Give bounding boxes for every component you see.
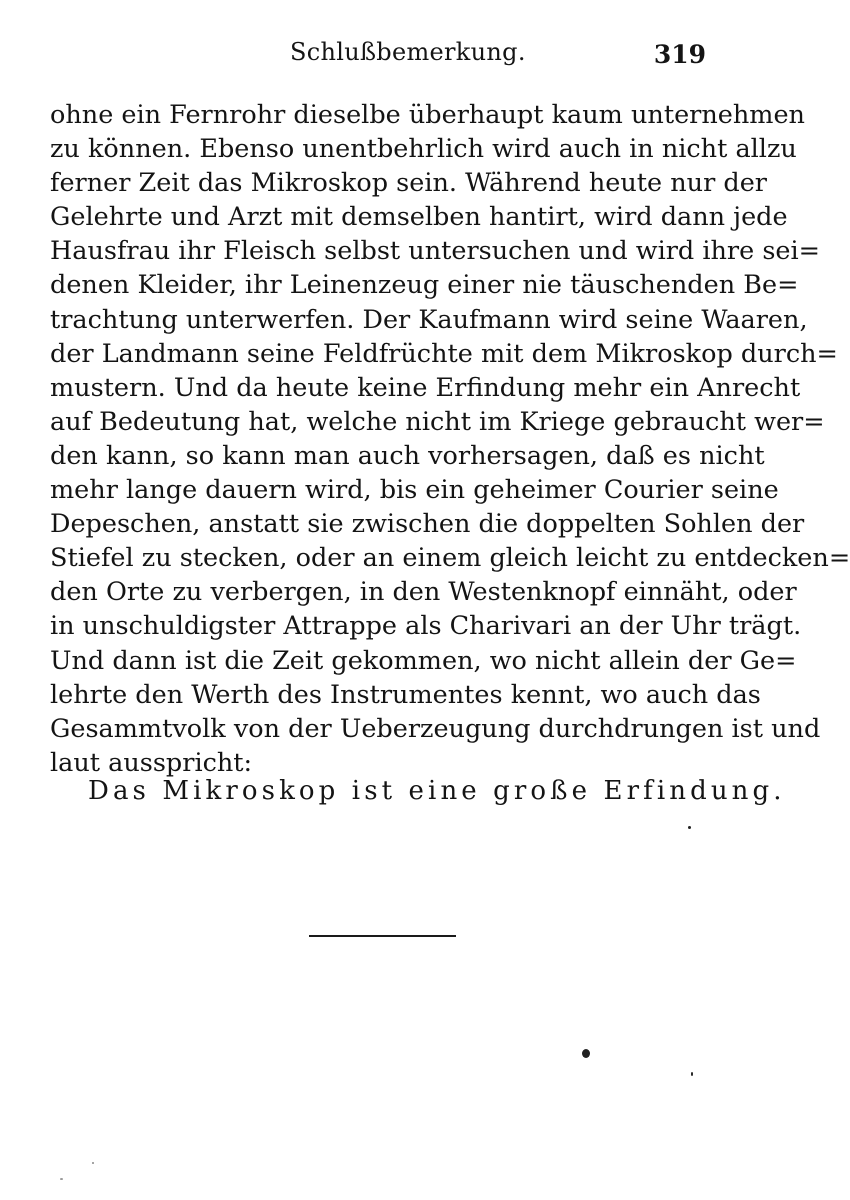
text-line: auf Bedeutung hat, welche nicht im Kriege gebraucht wer= (50, 406, 825, 437)
end-of-chapter-rule (309, 935, 456, 937)
text-line: in unschuldigster Attrappe als Charivari an der Uhr trägt. (50, 611, 802, 642)
text-line: Gelehrte und Arzt mit demselben hantirt, wird dann jede (50, 202, 788, 233)
print-speck (92, 1162, 94, 1164)
print-speck (60, 1178, 63, 1180)
body-paragraph (50, 98, 850, 780)
text-line: den Orte zu verbergen, in den Westenknopf einnäht, oder (50, 577, 797, 608)
print-speck (582, 1049, 590, 1058)
text-line: Depeschen, anstatt sie zwischen die doppelten Sohlen der (50, 509, 805, 540)
text-line: mehr lange dauern wird, bis ein geheimer Courier seine (50, 475, 779, 506)
text-line: Stiefel zu stecken, oder an einem gleich leicht zu entdecken= (50, 543, 850, 574)
text-line: Gesammtvolk von der Ueberzeugung durchdrungen ist und (50, 713, 821, 744)
text-line: Hausfrau ihr Fleisch selbst untersuchen und wird ihre sei= (50, 236, 821, 267)
text-line: denen Kleider, ihr Leinenzeug einer nie täuschenden Be= (50, 270, 799, 301)
text-line: ferner Zeit das Mikroskop sein. Während heute nur der (50, 168, 767, 199)
text-line: trachtung unterwerfen. Der Kaufmann wird seine Waaren, (50, 304, 808, 335)
running-header-title: Schlußbemerkung. (290, 38, 526, 66)
page-number: 319 (653, 40, 706, 69)
text-line: mustern. Und da heute keine Erfindung mehr ein Anrecht (50, 372, 801, 403)
print-speck (691, 1072, 693, 1076)
text-line: den kann, so kann man auch vorhersagen, daß es nicht (50, 440, 765, 471)
print-speck (688, 826, 691, 829)
text-line: zu können. Ebenso unentbehrlich wird auch in nicht allzu (50, 134, 797, 165)
text-line: laut ausspricht: (50, 747, 253, 778)
closing-statement: Das Mikroskop ist eine große Erfindung. (88, 776, 786, 806)
text-line: ohne ein Fernrohr dieselbe überhaupt kaum unternehmen (50, 100, 805, 130)
text-line: Und dann ist die Zeit gekommen, wo nicht allein der Ge= (50, 645, 797, 676)
text-line: lehrte den Werth des Instrumentes kennt, wo auch das (50, 679, 761, 710)
text-line: der Landmann seine Feldfrüchte mit dem Mikroskop durch= (50, 338, 838, 369)
